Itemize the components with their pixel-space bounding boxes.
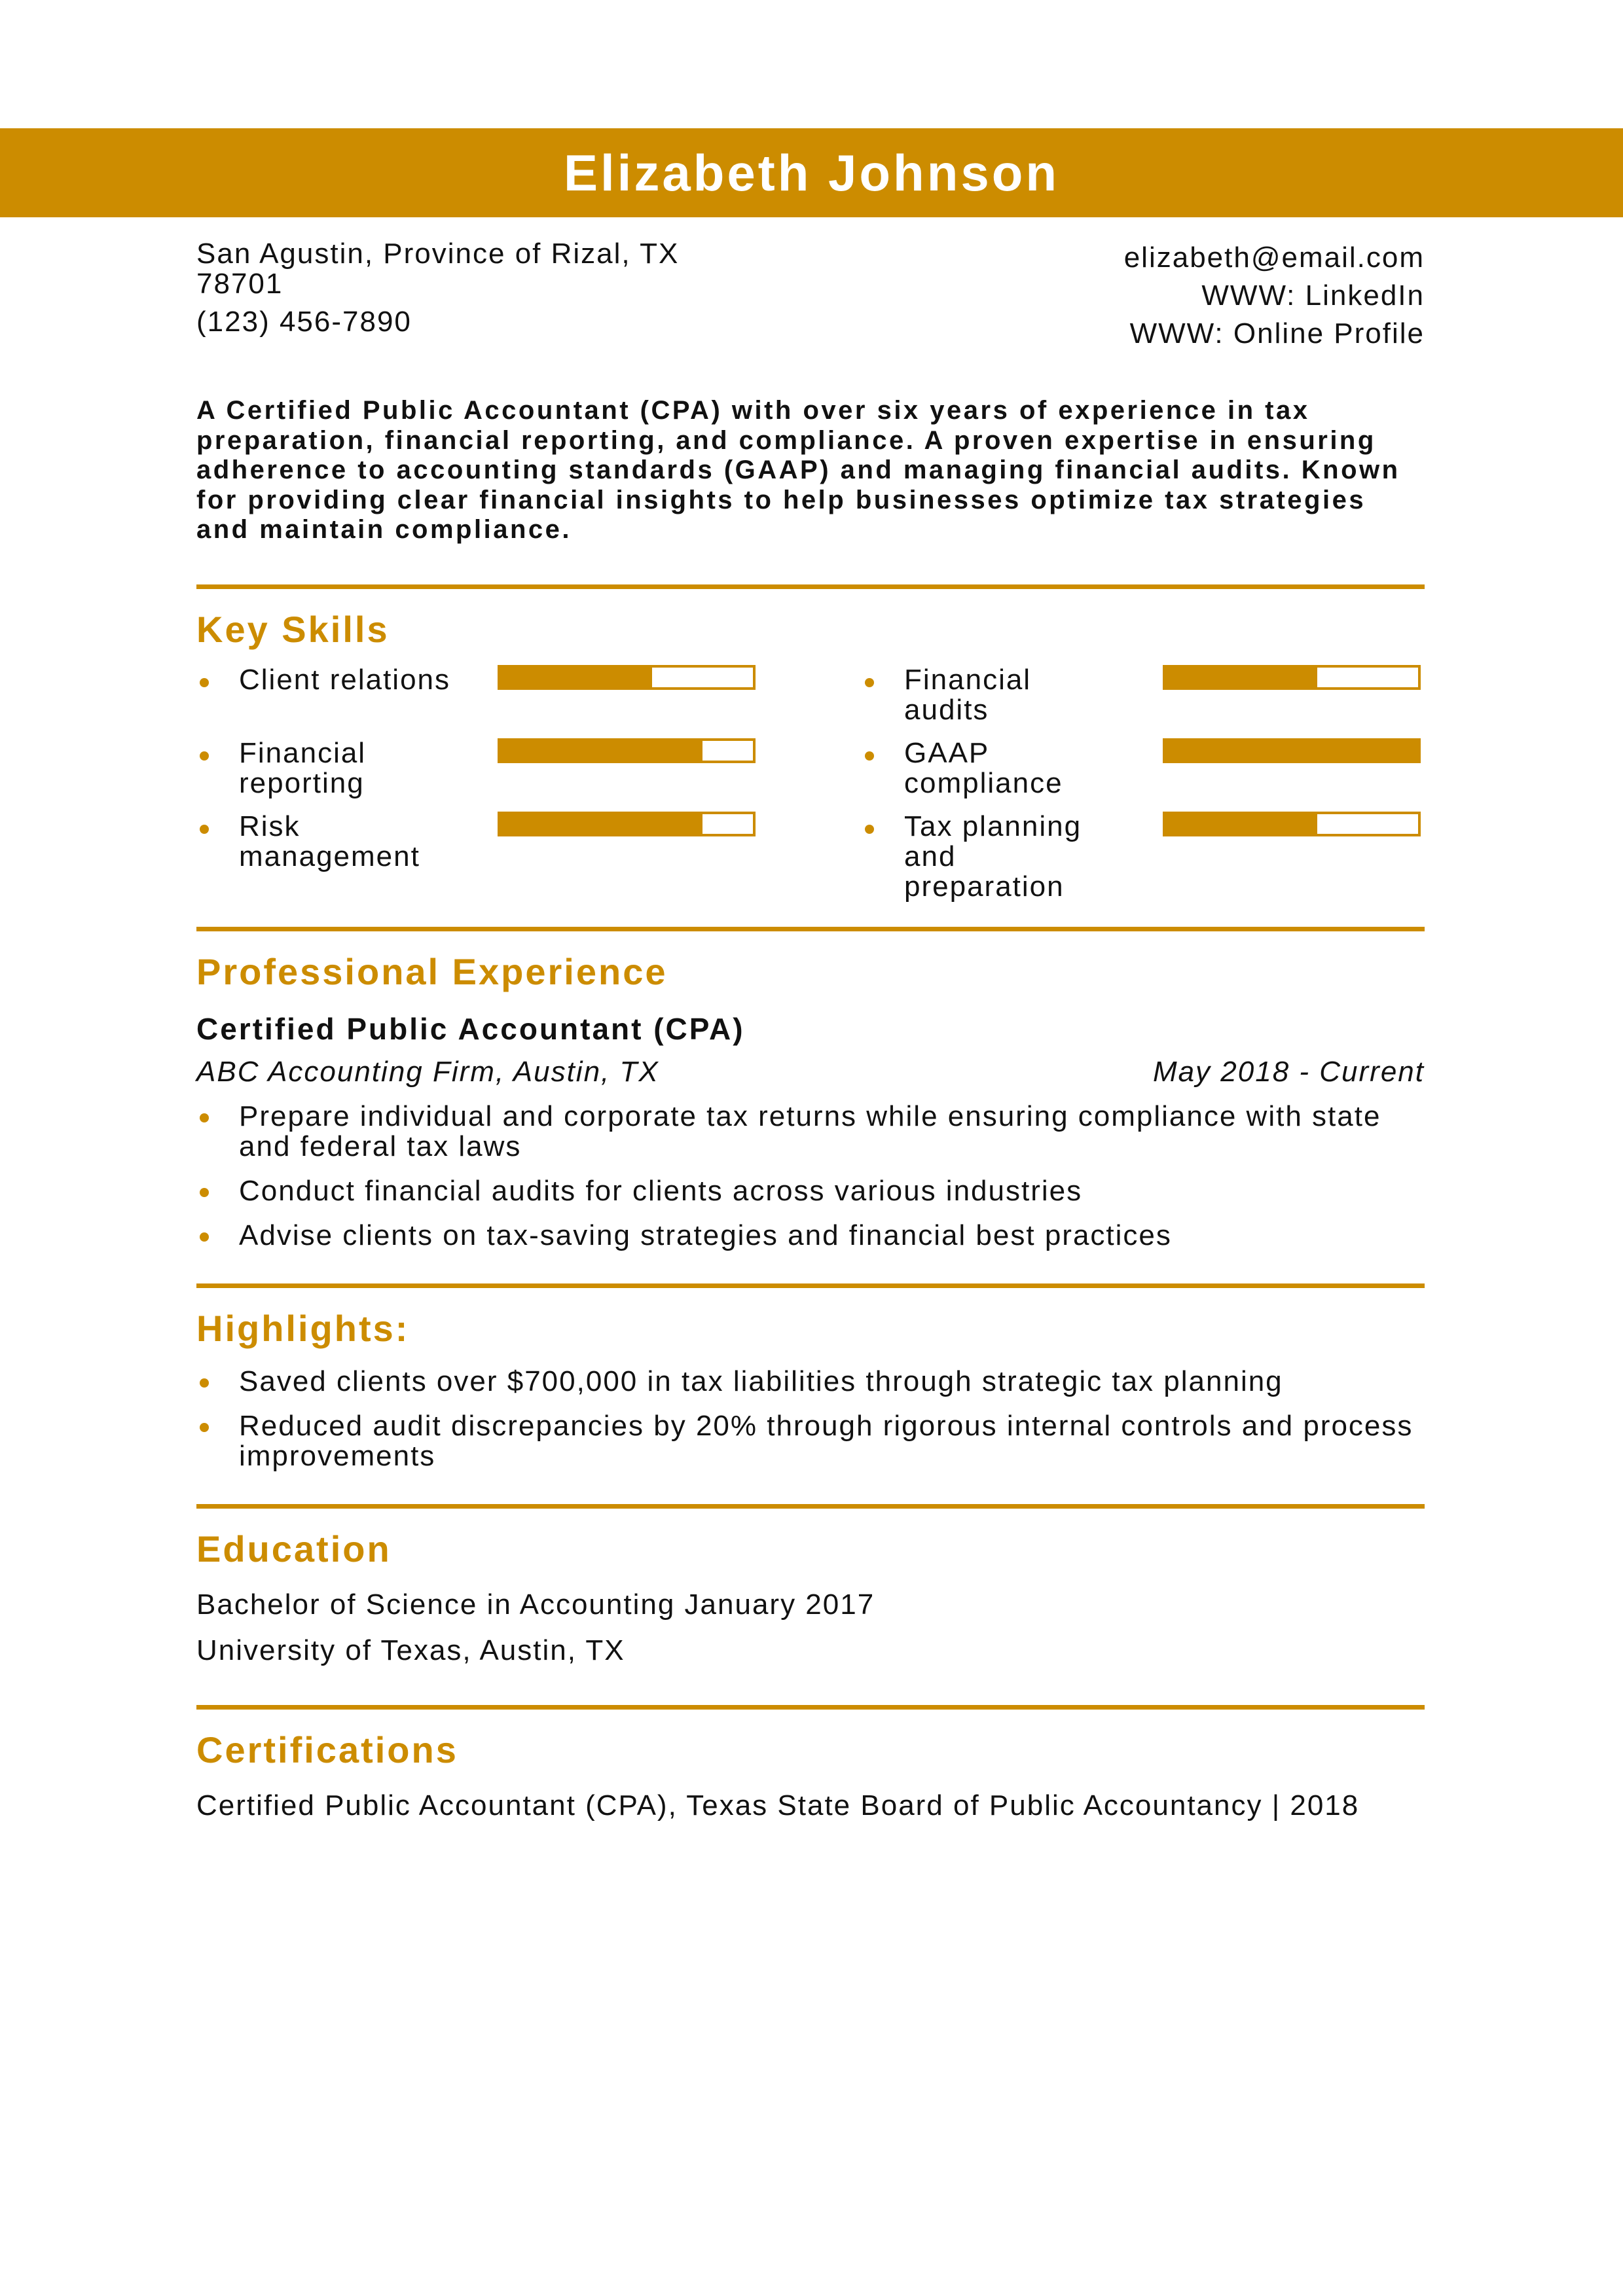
certification-text: Certified Public Accountant (CPA), Texas State Board of Public Accountancy | 2018 — [196, 1789, 1360, 1821]
bullet-icon — [200, 1188, 209, 1197]
skill-level-bar — [498, 665, 756, 690]
bullet-icon — [200, 678, 209, 687]
skill-level-bar — [1163, 665, 1421, 690]
job-dates: May 2018 - Current — [1152, 1055, 1425, 1088]
divider — [196, 1504, 1425, 1509]
section-title-highlights: Highlights: — [196, 1307, 410, 1349]
address-line1: San Agustin, Province of Rizal, TX — [196, 238, 680, 270]
skill-label: Financial reporting — [239, 736, 367, 799]
bullet-icon — [200, 751, 209, 761]
skills-grid — [196, 665, 1425, 914]
bullet-icon — [865, 825, 874, 834]
bullet-text: Prepare individual and corporate tax returns while ensuring compliance with state and federal tax laws — [239, 1100, 1381, 1162]
bullet-icon — [200, 1232, 209, 1242]
contact-left — [196, 239, 786, 337]
divider — [196, 584, 1425, 589]
email: elizabeth@email.com — [1123, 242, 1425, 274]
section-title-education: Education — [196, 1528, 392, 1570]
job-title: Certified Public Accountant (CPA) — [196, 1011, 745, 1046]
resume-body — [196, 239, 1425, 1821]
candidate-name: Elizabeth Johnson — [563, 143, 1060, 202]
section-title-experience: Professional Experience — [196, 950, 668, 992]
skill-label: GAAP compliance — [904, 736, 1063, 799]
skill-level-bar — [1163, 812, 1421, 836]
bullet-text: Advise clients on tax-saving strategies and financial best practices — [239, 1219, 1172, 1251]
experience-bullets — [196, 1102, 1425, 1251]
bullet-icon — [200, 1378, 209, 1388]
skill-item — [862, 665, 1477, 737]
header-bar — [0, 128, 1623, 217]
school: University of Texas, Austin, TX — [196, 1634, 625, 1666]
skill-item — [196, 665, 812, 737]
skill-level-fill — [500, 668, 652, 687]
contact-block — [196, 239, 1425, 357]
highlight-bullets — [196, 1367, 1425, 1471]
skill-label: Risk management — [239, 810, 420, 872]
list-item — [196, 1102, 1425, 1162]
skill-level-bar — [1163, 738, 1421, 763]
skill-level-fill — [1165, 668, 1317, 687]
section-title-skills: Key Skills — [196, 608, 390, 650]
skill-item — [862, 810, 1477, 903]
divider — [196, 1283, 1425, 1288]
contact-right — [1124, 239, 1425, 353]
skill-item — [196, 812, 812, 884]
bullet-icon — [200, 1113, 209, 1122]
divider — [196, 927, 1425, 931]
skill-level-fill — [500, 741, 702, 761]
list-item — [196, 1221, 1425, 1251]
bullet-text: Reduced audit discrepancies by 20% through rigorous internal controls and process improvements — [239, 1409, 1413, 1472]
skill-level-bar — [498, 812, 756, 836]
skill-level-fill — [1165, 741, 1418, 761]
phone: (123) 456-7890 — [196, 306, 412, 338]
skill-level-bar — [498, 738, 756, 763]
skill-label: Tax planning and preparation — [904, 810, 1082, 903]
bullet-icon — [200, 825, 209, 834]
divider — [196, 1705, 1425, 1710]
list-item — [196, 1411, 1425, 1471]
skill-label: Client relations — [239, 663, 451, 696]
bullet-icon — [200, 1423, 209, 1432]
degree: Bachelor of Science in Accounting January 2017 — [196, 1588, 875, 1621]
bullet-icon — [865, 751, 874, 761]
skill-item — [196, 738, 812, 810]
address-line2: 78701 — [196, 268, 283, 300]
list-item — [196, 1367, 1425, 1397]
skill-level-fill — [500, 814, 702, 834]
skill-item — [862, 738, 1477, 810]
linkedin-link: WWW: LinkedIn — [1201, 279, 1425, 312]
skill-label: Financial audits — [904, 663, 1032, 726]
profile-link: WWW: Online Profile — [1129, 317, 1425, 350]
bullet-text: Saved clients over $700,000 in tax liabilities through strategic tax planning — [239, 1365, 1283, 1397]
summary: A Certified Public Accountant (CPA) with over six years of experience in tax preparation, financial reporting, and compliance. A proven expertise in ensuring adherence to accounting standards (GAAP) and managing financial audits. Known for providing clear financial insights to help businesses optimize tax strategies and maintain compliance. — [196, 396, 1400, 544]
skill-level-fill — [1165, 814, 1317, 834]
bullet-icon — [865, 678, 874, 687]
list-item — [196, 1176, 1425, 1206]
section-title-certifications: Certifications — [196, 1729, 458, 1770]
bullet-text: Conduct financial audits for clients across various industries — [239, 1174, 1083, 1207]
job-meta — [196, 1056, 1425, 1088]
company: ABC Accounting Firm, Austin, TX — [196, 1055, 659, 1088]
